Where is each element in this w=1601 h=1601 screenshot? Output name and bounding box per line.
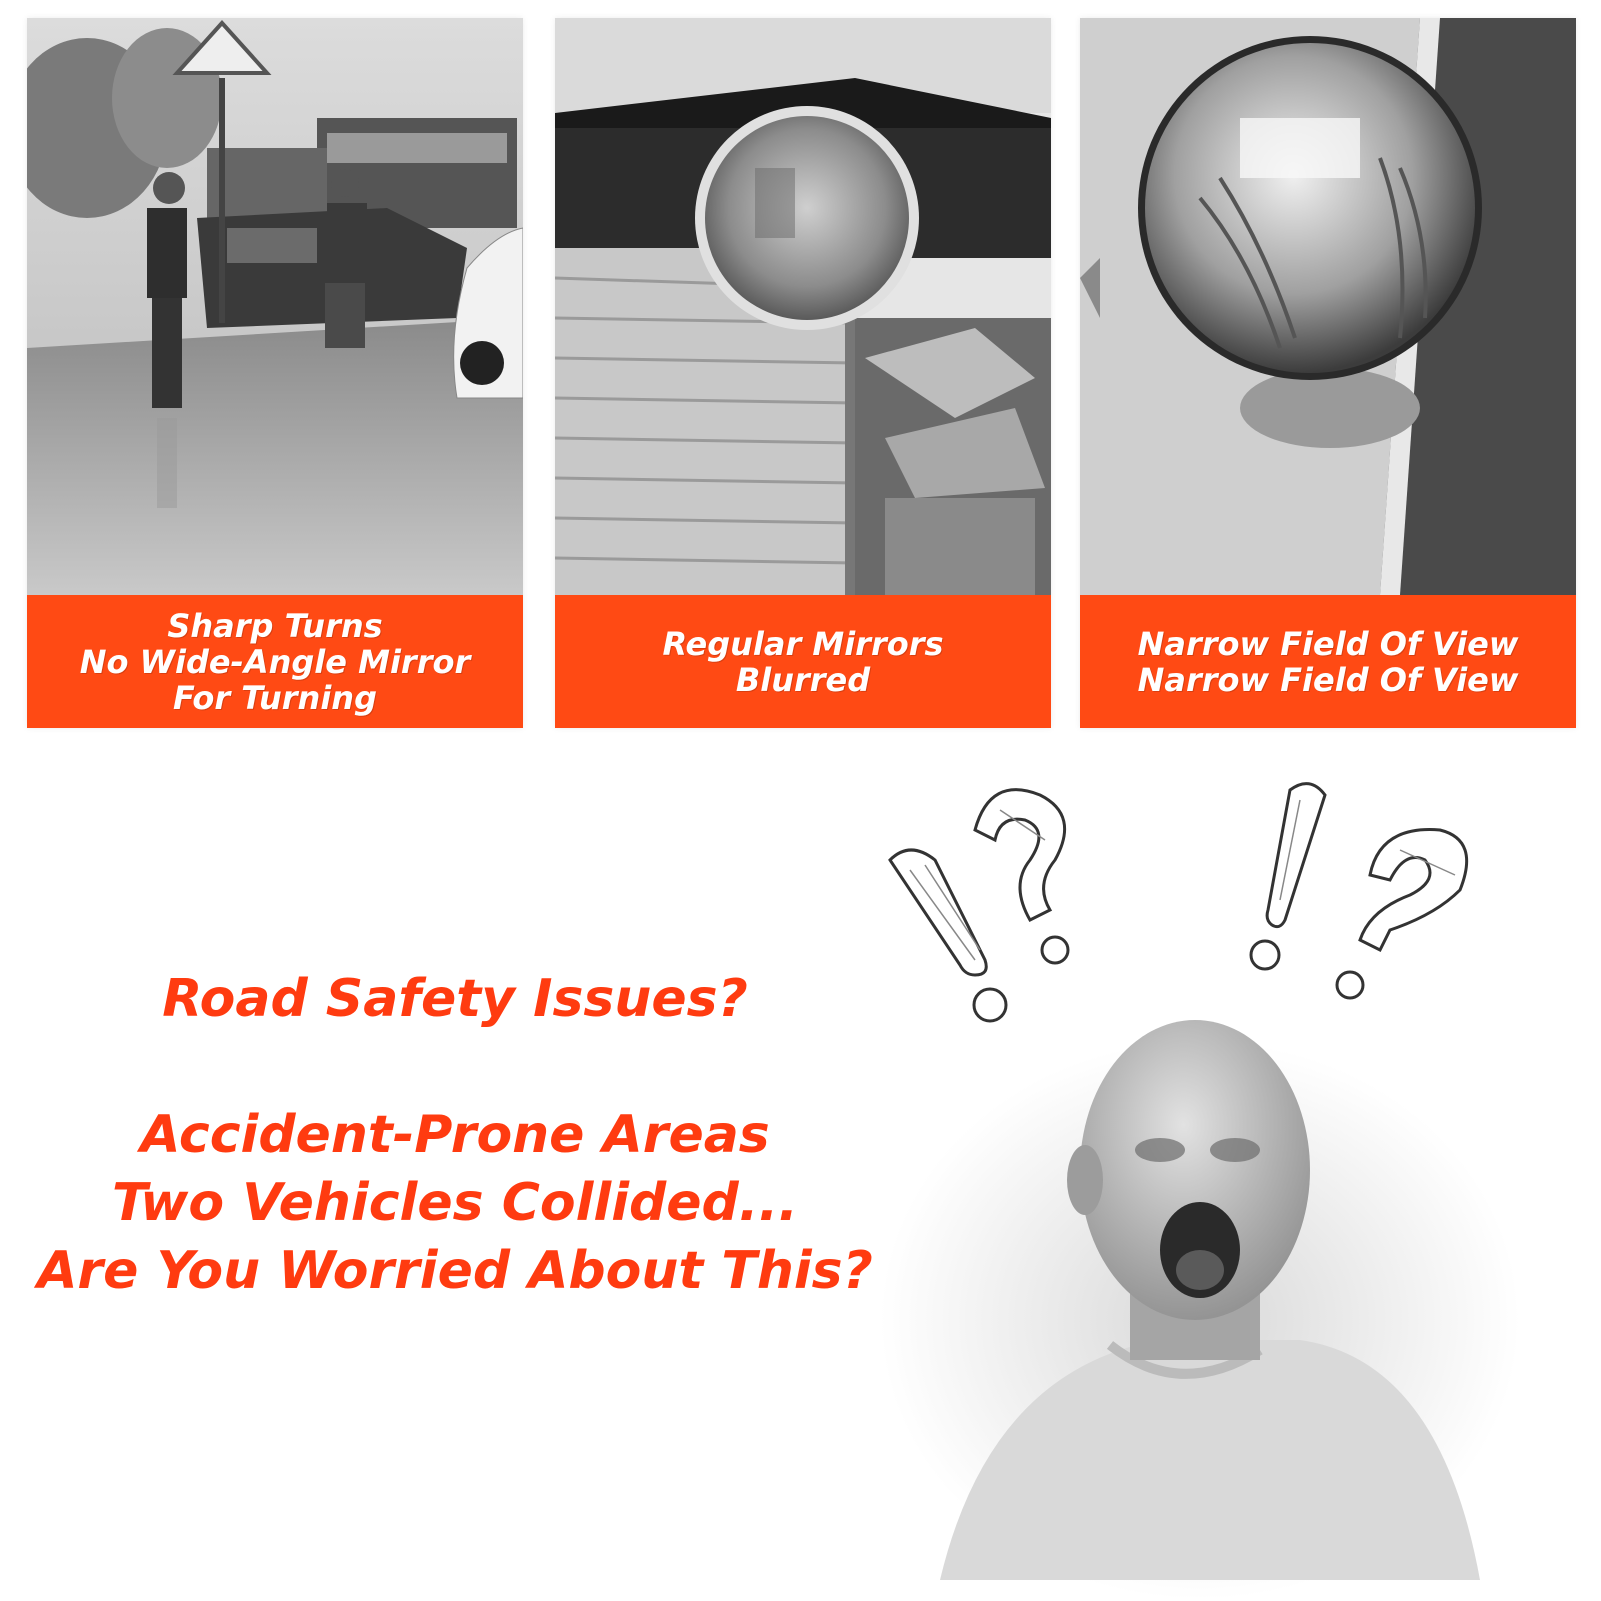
caption-sharp-turns	[27, 595, 523, 728]
caption-line: Narrow Field Of View	[1137, 660, 1519, 699]
blurred-mirror-photo	[555, 18, 1051, 595]
panel-regular-mirrors	[555, 18, 1051, 728]
question-doodle-icon	[975, 790, 1065, 920]
exclamation-doodle-icon	[974, 989, 1006, 1021]
exclamation-doodle-icon	[1267, 784, 1325, 927]
caption-line: Narrow Field Of View	[1137, 624, 1519, 663]
dome-mirror-photo	[1080, 18, 1576, 595]
headline-road-safety: Road Safety Issues?	[162, 969, 748, 1029]
caption-narrow-field	[1080, 595, 1576, 728]
question-doodle-icon	[1360, 830, 1467, 950]
headline-accident-prone: Accident-Prone Areas	[140, 1105, 770, 1165]
question-doodle-icon	[1337, 972, 1363, 998]
exclamation-doodle-icon	[1251, 941, 1279, 969]
headline-worried: Are You Worried About This?	[37, 1241, 873, 1301]
caption-line: No Wide-Angle Mirror	[79, 642, 471, 681]
shouting-man-image	[880, 1020, 1520, 1601]
question-doodle-icon	[1042, 937, 1068, 963]
caption-line: Sharp Turns	[167, 606, 383, 645]
panel-narrow-field	[1080, 18, 1576, 728]
caption-regular-mirrors	[555, 595, 1051, 728]
road-accident-photo	[27, 18, 523, 595]
caption-line: For Turning	[173, 678, 377, 717]
panel-sharp-turns	[27, 18, 523, 728]
caption-line: Regular Mirrors	[662, 624, 944, 663]
punctuation-doodles	[880, 780, 1520, 1040]
headline-vehicles-collided: Two Vehicles Collided...	[111, 1173, 799, 1233]
caption-line: Blurred	[735, 660, 871, 699]
